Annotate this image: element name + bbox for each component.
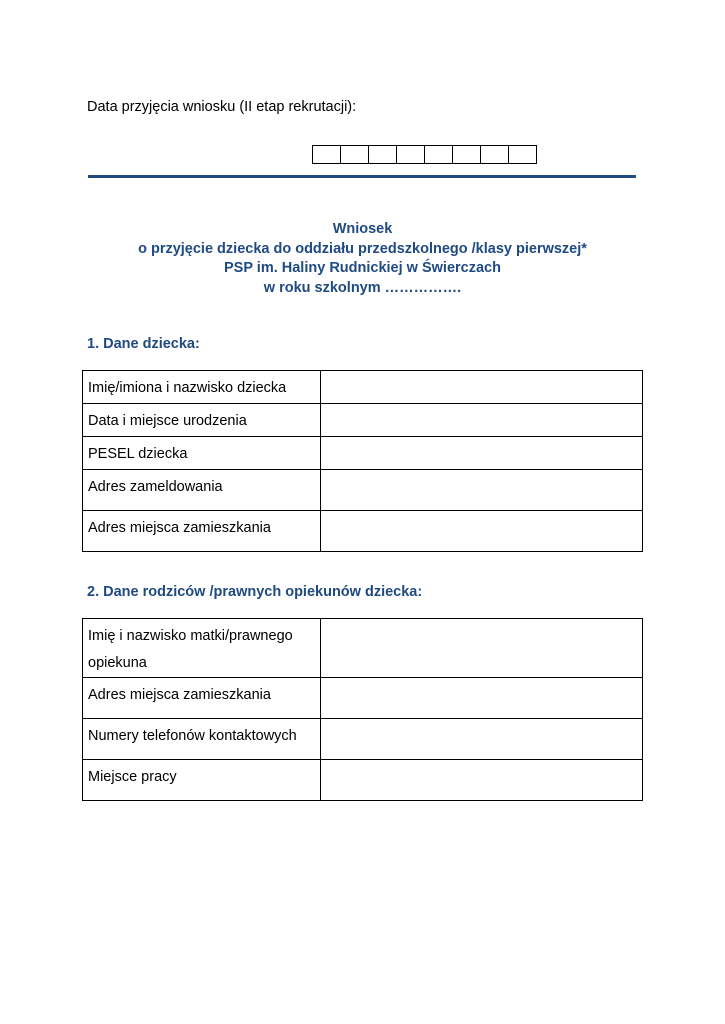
row-value-field[interactable] [321,511,643,552]
date-box[interactable] [452,146,480,163]
row-value-field[interactable] [321,619,643,678]
title-line: PSP im. Haliny Rudnickiej w Świerczach [224,260,501,276]
row-value-field[interactable] [321,437,643,470]
table-row [83,760,643,801]
header-divider [88,175,636,178]
date-box[interactable] [368,146,396,163]
date-box[interactable] [480,146,508,163]
row-label: Imię i nazwisko matki/prawnego opiekuna [83,619,321,678]
date-box[interactable] [340,146,368,163]
date-box[interactable] [313,146,340,163]
section-parents-title: 2. Dane rodziców /prawnych opiekunów dziecka: [87,584,423,600]
section-child-title: 1. Dane dziecka: [87,336,200,352]
row-label: Numery telefonów kontaktowych [83,719,321,760]
date-received-boxes[interactable] [312,145,537,164]
date-box[interactable] [424,146,452,163]
row-label: Imię/imiona i nazwisko dziecka [83,371,321,404]
document-title [0,220,725,298]
table-row [83,404,643,437]
child-data-table [82,370,643,552]
table-row [83,511,643,552]
row-label: Adres miejsca zamieszkania [83,511,321,552]
table-row [83,619,643,678]
row-value-field[interactable] [321,371,643,404]
date-box[interactable] [508,146,536,163]
date-box[interactable] [396,146,424,163]
row-label: Adres miejsca zamieszkania [83,678,321,719]
parents-data-table [82,618,643,801]
row-value-field[interactable] [321,404,643,437]
row-value-field[interactable] [321,760,643,801]
title-line: Wniosek [332,221,393,237]
title-line: o przyjęcie dziecka do oddziału przedszkolnego /klasy pierwszej* [138,240,587,257]
title-line: w roku szkolnym ……………. [263,279,462,296]
row-value-field[interactable] [321,678,643,719]
row-label: Miejsce pracy [83,760,321,801]
date-received-label: Data przyjęcia wniosku (II etap rekrutacji): [87,99,357,115]
table-row [83,371,643,404]
table-row [83,678,643,719]
row-label: Data i miejsce urodzenia [83,404,321,437]
row-label: Adres zameldowania [83,470,321,511]
row-value-field[interactable] [321,719,643,760]
row-label: PESEL dziecka [83,437,321,470]
table-row [83,437,643,470]
row-value-field[interactable] [321,470,643,511]
table-row [83,719,643,760]
table-row [83,470,643,511]
